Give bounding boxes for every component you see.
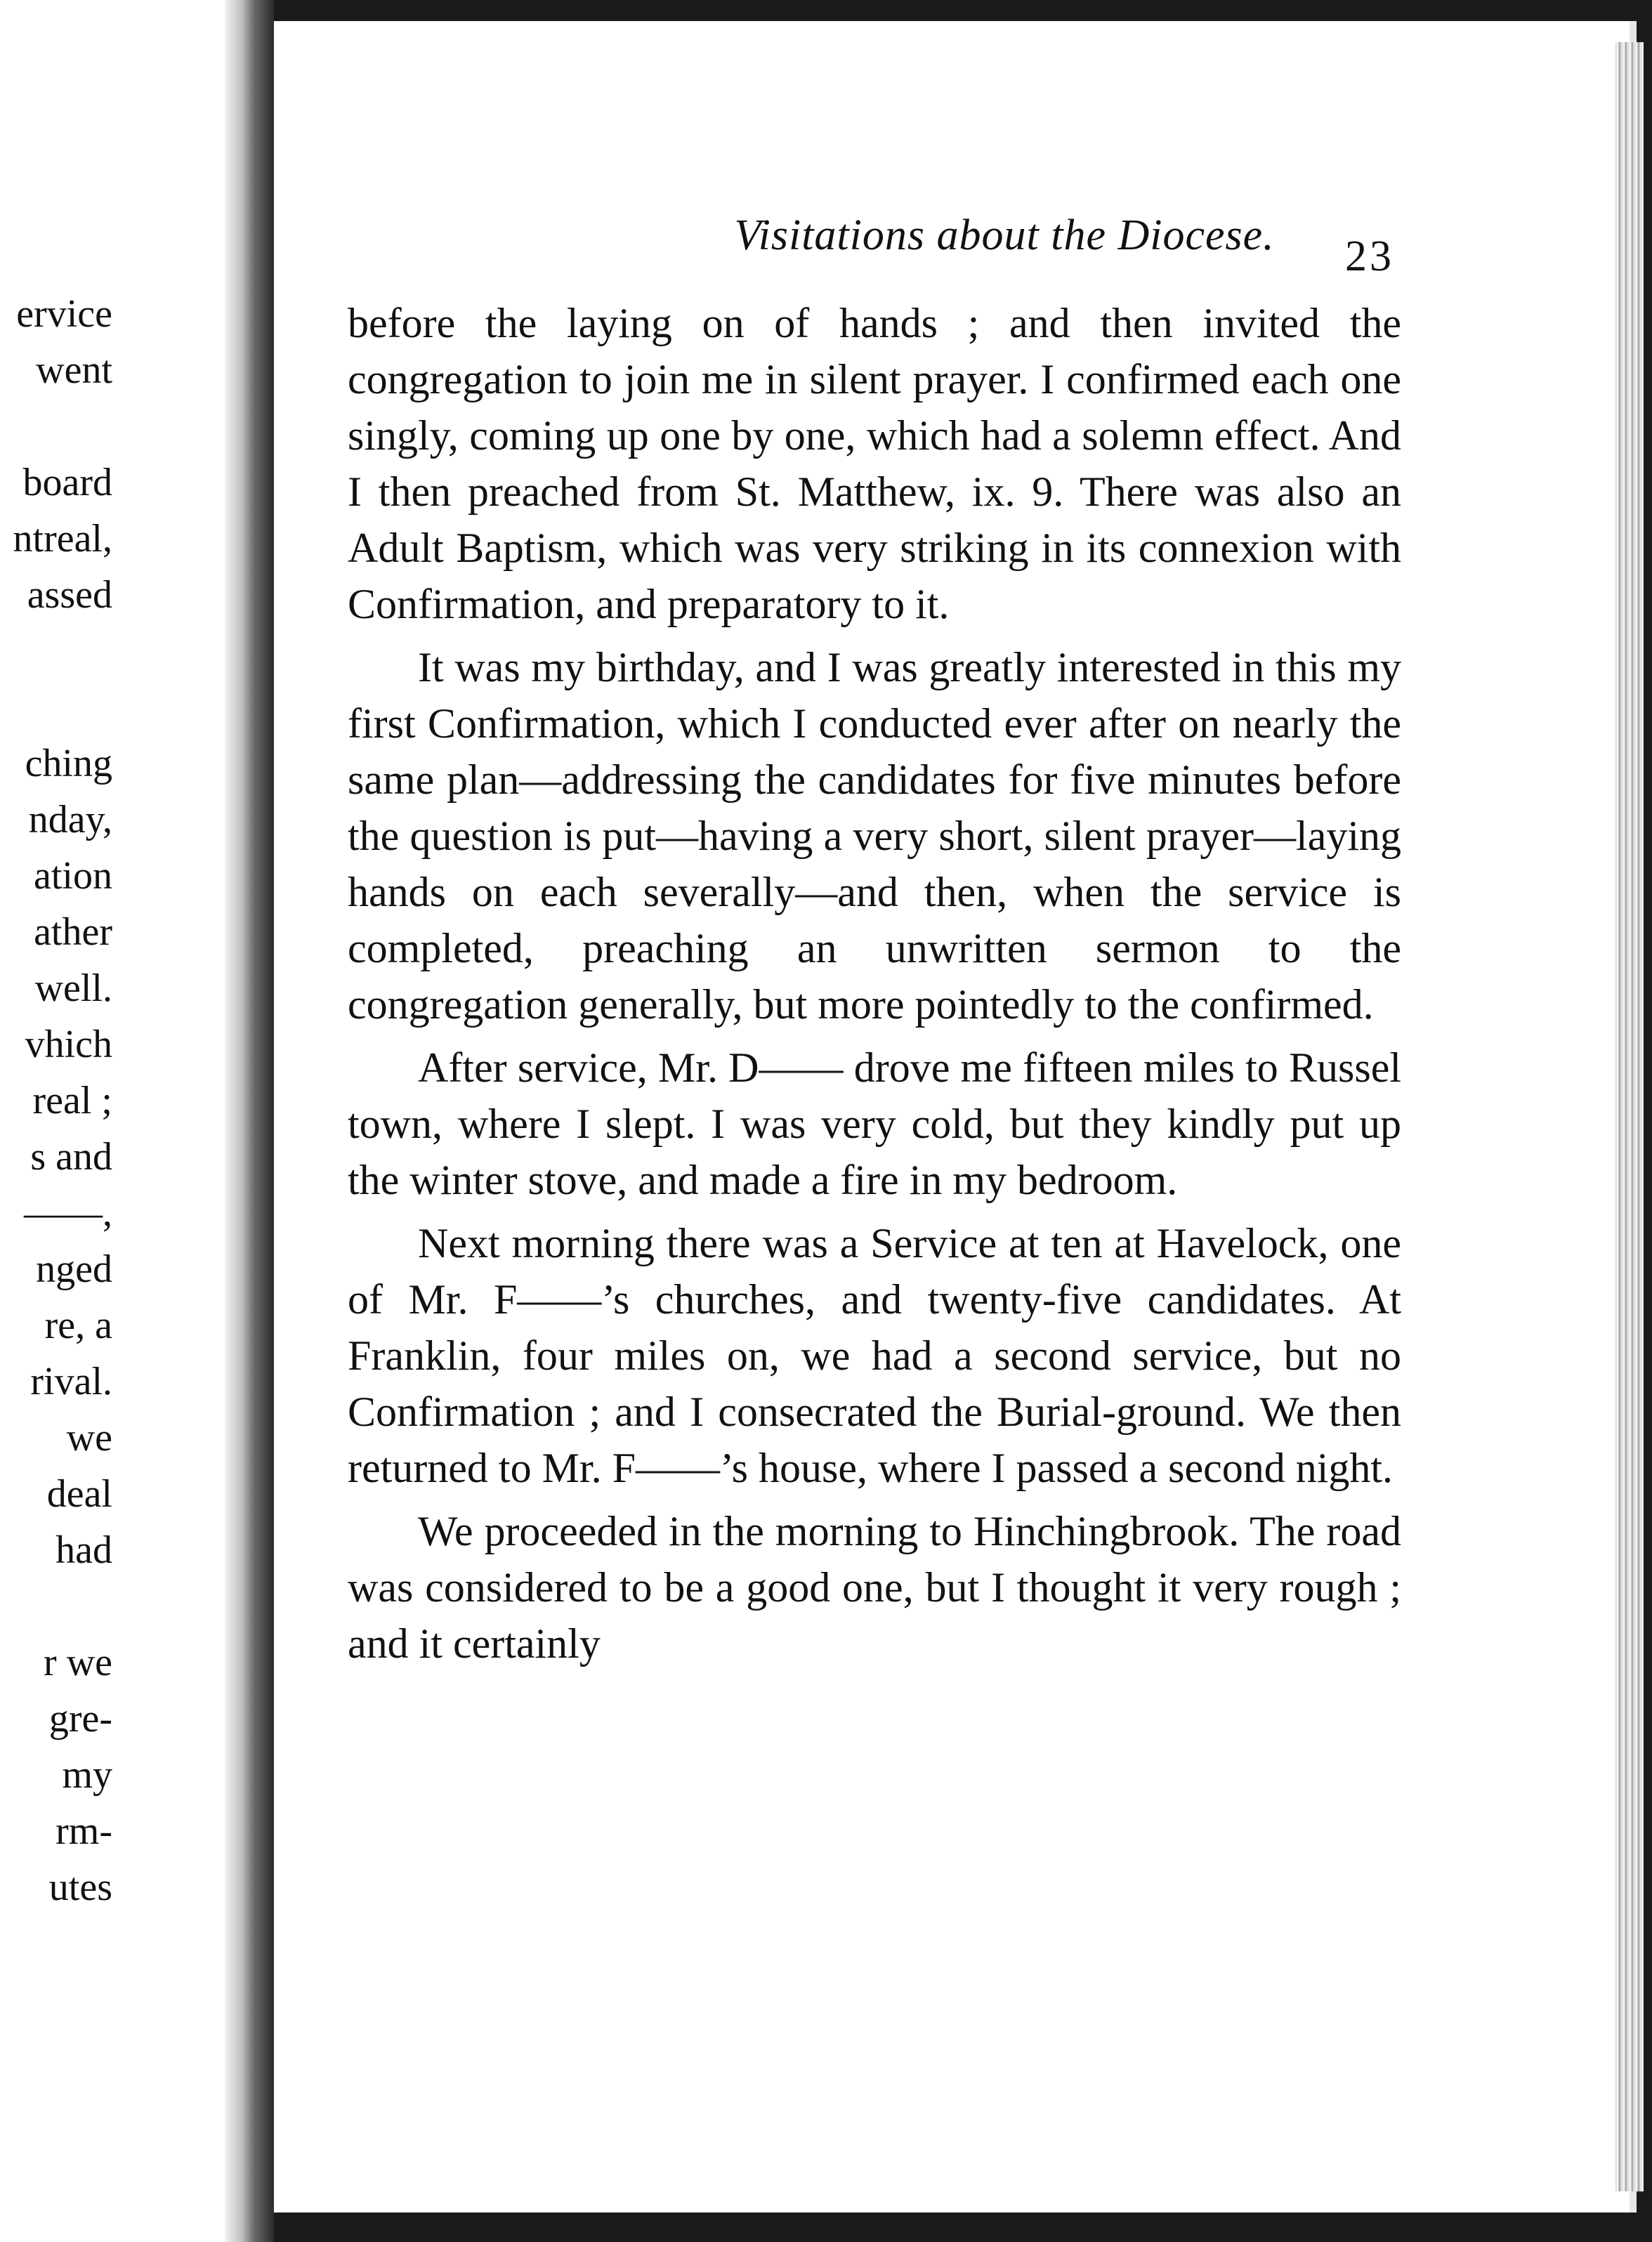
- paragraph: before the laying on of hands ; and then invited the congregation to join me in silent prayer. I confirmed each one singly, coming up one by one, which had a solemn effect. And I then preached from St. Matthew, ix. 9. There was also an Adult Baptism, which was very striking in its connexion with Confirmation, and preparatory to it.: [348, 300, 1401, 627]
- previous-page-line: gre-: [48, 1697, 112, 1740]
- previous-page-line: rival.: [30, 1360, 112, 1403]
- book-page: [274, 21, 1637, 2212]
- previous-page-line: ervice: [16, 292, 112, 336]
- previous-page-line: utes: [48, 1866, 112, 1909]
- paragraph: Next morning there was a Service at ten at Havelock, one of Mr. F——’s churches, and twenty-five candidates. At Franklin, four miles on, we had a second service, but no Confirmation ; and I consecrated the Burial-ground. We then returned to Mr. F——’s house, where I passed a second night.: [348, 1220, 1401, 1491]
- previous-page-line: assed: [27, 573, 112, 617]
- previous-page-line: rm-: [55, 1809, 112, 1853]
- previous-page-line: my: [62, 1753, 112, 1797]
- previous-page-line: ching: [25, 742, 112, 785]
- page-edges: [1615, 42, 1644, 2191]
- previous-page-line: vhich: [25, 1023, 112, 1066]
- running-head: [274, 211, 1630, 280]
- paragraph: It was my birthday, and I was greatly interested in this my first Confirmation, which I conducted ever after on nearly the same plan—addressing the candidates for five minutes before the question is put—having a very short, silent prayer—laying hands on each severally—and then, when the service is completed, preaching an unwritten sermon to the congregation generally, but more pointedly to the confirmed.: [348, 644, 1401, 1028]
- previous-page-line: re, a: [44, 1304, 112, 1347]
- paragraph: We proceeded in the morning to Hinchingbrook. The road was considered to be a good one, but I thought it very rough ; and it certainly: [348, 1508, 1401, 1667]
- previous-page-line: deal: [46, 1472, 112, 1516]
- previous-page-line: nday,: [28, 798, 112, 841]
- previous-page-line: s and: [30, 1135, 112, 1179]
- previous-page-line: ——,: [24, 1191, 112, 1235]
- previous-page-line: real ;: [32, 1079, 112, 1122]
- body-text: [348, 295, 1401, 1672]
- page-number: 23: [1345, 232, 1394, 280]
- previous-page-line: ather: [34, 910, 112, 954]
- previous-page-line: we: [66, 1416, 112, 1460]
- paragraph: After service, Mr. D—— drove me fifteen miles to Russel town, where I slept. I was very cold, but they kindly put up the winter stove, and made a fire in my bedroom.: [348, 1044, 1401, 1203]
- previous-page: [0, 0, 225, 2242]
- previous-page-line: ntreal,: [13, 517, 112, 560]
- previous-page-line: board: [22, 461, 112, 504]
- previous-page-line: well.: [34, 966, 112, 1010]
- previous-page-line: went: [36, 348, 112, 392]
- previous-page-line: had: [55, 1528, 112, 1572]
- previous-page-line: r we: [44, 1641, 112, 1684]
- previous-page-line: nged: [36, 1247, 112, 1291]
- running-title: Visitations about the Diocese.: [734, 211, 1275, 259]
- book-gutter: [225, 0, 274, 2242]
- previous-page-line: ation: [34, 854, 112, 898]
